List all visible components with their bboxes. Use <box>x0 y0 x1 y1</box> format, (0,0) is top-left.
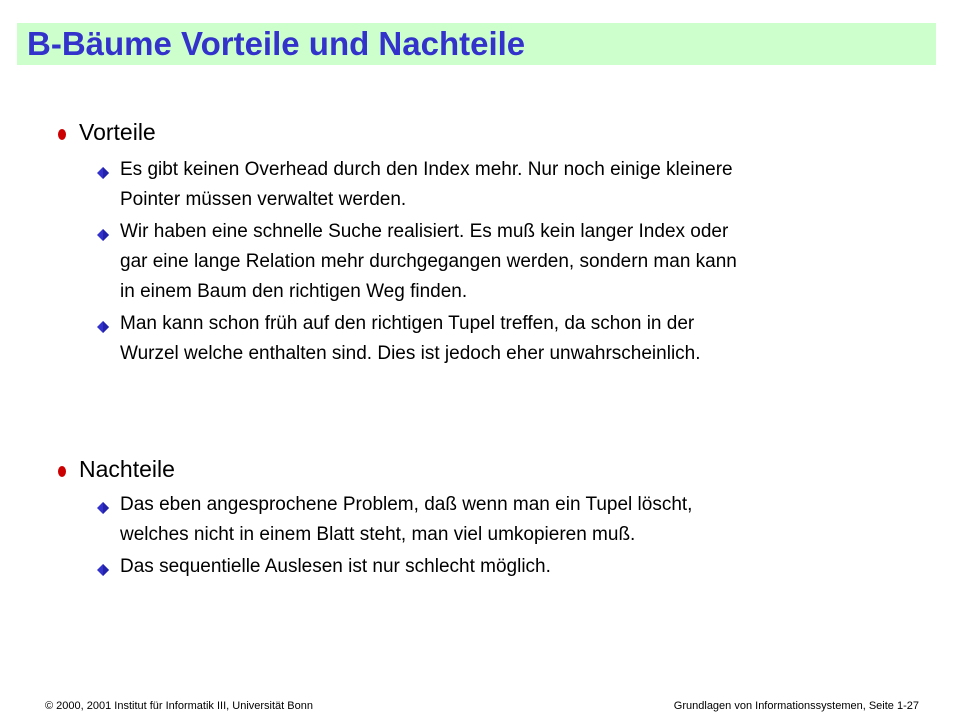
list-item-line: welches nicht in einem Blatt steht, man viel umkopieren muß. <box>120 524 636 545</box>
slide-title: B-Bäume Vorteile und Nachteile <box>27 25 526 62</box>
list-item-line: Das sequentielle Auslesen ist nur schlecht möglich. <box>120 556 551 577</box>
list-item-line: Wurzel welche enthalten sind. Dies ist jedoch eher unwahrscheinlich. <box>120 343 701 364</box>
section-heading-nachteile: Nachteile <box>79 456 175 482</box>
list-item-line: in einem Baum den richtigen Weg finden. <box>120 281 468 302</box>
list-item-line: Pointer müssen verwaltet werden. <box>120 189 407 210</box>
list-item <box>120 155 910 215</box>
list-item-line: Das eben angesprochene Problem, daß wenn man ein Tupel löscht, <box>120 494 693 515</box>
list-item <box>120 309 910 369</box>
list-item-line: Es gibt keinen Overhead durch den Index mehr. Nur noch einige kleinere <box>120 159 733 180</box>
list-item-line: Man kann schon früh auf den richtigen Tupel treffen, da schon in der <box>120 313 695 334</box>
list-item <box>120 217 910 307</box>
section-heading-vorteile: Vorteile <box>79 119 156 145</box>
list-item-line: gar eine lange Relation mehr durchgegangen werden, sondern man kann <box>120 251 737 272</box>
list-item-line: Wir haben eine schnelle Suche realisiert. Es muß kein langer Index oder <box>120 221 729 242</box>
red-dot-icon <box>58 129 66 140</box>
footer-page-info: Grundlagen von Informationssystemen, Seite 1-27 <box>673 700 919 712</box>
footer-copyright: © 2000, 2001 Institut für Informatik III, Universität Bonn <box>45 700 313 712</box>
list-item <box>120 552 910 582</box>
list-item <box>120 490 910 550</box>
red-dot-icon <box>58 466 66 477</box>
